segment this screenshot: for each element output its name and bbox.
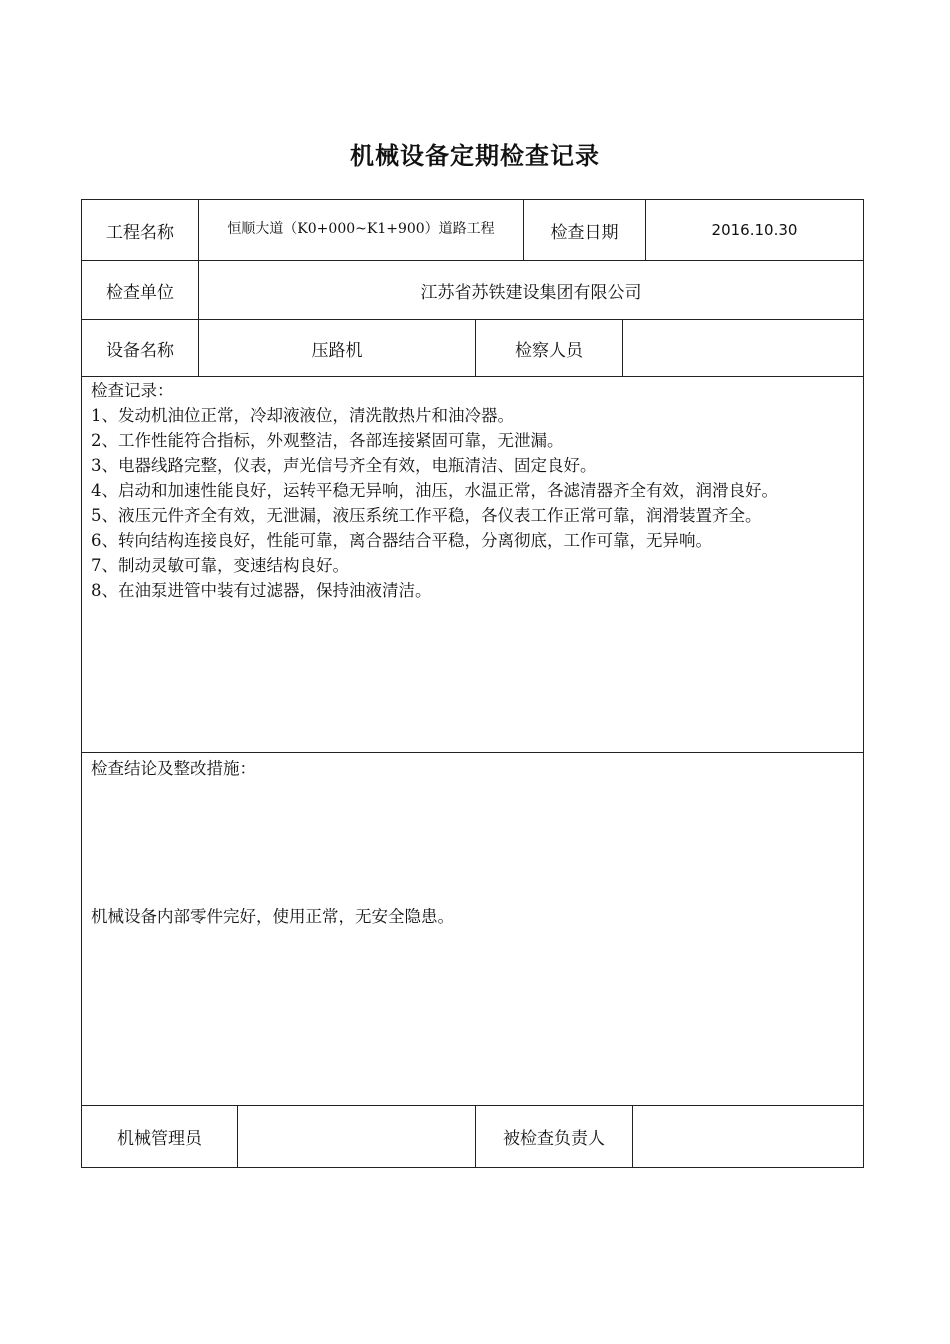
inspection-unit-label: 检查单位 bbox=[106, 282, 174, 303]
conclusion-heading: 检查结论及整改措施： bbox=[91, 759, 256, 778]
records-heading: 检查记录： bbox=[91, 381, 174, 400]
machine-manager-value bbox=[238, 1106, 475, 1167]
inspector-value bbox=[623, 320, 863, 376]
inspection-date-label: 检查日期 bbox=[550, 222, 619, 243]
responsible-person-value bbox=[633, 1106, 863, 1167]
machine-manager-label: 机械管理员 bbox=[117, 1129, 202, 1149]
inspection-unit-value: 江苏省苏铁建设集团有限公司 bbox=[420, 282, 642, 303]
inspector-label: 检察人员 bbox=[515, 340, 583, 361]
record-item: 1、发动机油位正常，冷却液液位，清洗散热片和油冷器。 bbox=[91, 406, 514, 425]
project-name-value: 恒顺大道（K0+000~K1+900）道路工程 bbox=[227, 221, 495, 237]
record-item: 7、制动灵敏可靠，变速结构良好。 bbox=[91, 556, 349, 575]
project-name-label: 工程名称 bbox=[106, 222, 174, 243]
equipment-name-label: 设备名称 bbox=[106, 340, 174, 361]
record-item: 3、电器线路完整，仪表，声光信号齐全有效，电瓶清洁、固定良好。 bbox=[91, 456, 597, 475]
equipment-name-value: 压路机 bbox=[311, 340, 363, 361]
inspection-date-value: 2016.10.30 bbox=[711, 221, 798, 239]
record-item: 6、转向结构连接良好，性能可靠，离合器结合平稳，分离彻底，工作可靠，无异响。 bbox=[91, 531, 712, 550]
record-item: 2、工作性能符合指标，外观整洁，各部连接紧固可靠，无泄漏。 bbox=[91, 431, 564, 450]
record-item: 8、在油泵进管中装有过滤器，保持油液清洁。 bbox=[91, 581, 432, 600]
document-title: 机械设备定期检查记录 bbox=[350, 142, 600, 170]
responsible-person-label: 被检查负责人 bbox=[503, 1129, 605, 1149]
record-item: 4、启动和加速性能良好，运转平稳无异响，油压，水温正常，各滤清器齐全有效，润滑良好。 bbox=[91, 481, 778, 500]
inspection-records bbox=[91, 378, 854, 603]
conclusion-text: 机械设备内部零件完好，使用正常，无安全隐患。 bbox=[91, 907, 454, 926]
record-item: 5、液压元件齐全有效，无泄漏，液压系统工作平稳，各仪表工作正常可靠，润滑装置齐全。 bbox=[91, 506, 762, 525]
